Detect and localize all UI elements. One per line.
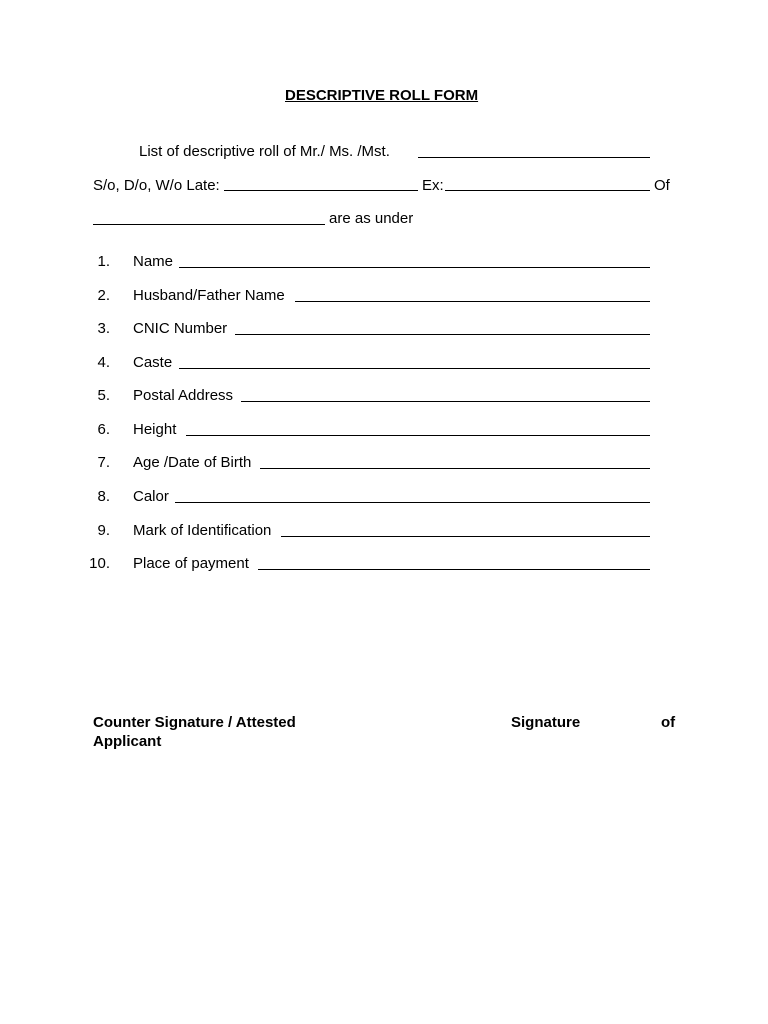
field-number: 3. — [97, 320, 110, 337]
ex-label: Ex: — [422, 177, 444, 194]
counter-signature-label: Counter Signature / Attested — [93, 714, 296, 731]
field-label: Caste — [133, 354, 173, 371]
field-blank[interactable] — [258, 569, 650, 570]
field-number: 2. — [97, 287, 110, 304]
signature-of-label: of — [661, 714, 676, 731]
intro-line: List of descriptive roll of Mr./ Ms. /Mst. — [139, 143, 390, 160]
field-label: Husband/Father Name — [133, 287, 285, 304]
field-label: Calor — [133, 488, 169, 505]
field-label: Place of payment — [133, 555, 249, 572]
field-blank[interactable] — [179, 267, 650, 268]
field-blank[interactable] — [175, 502, 650, 503]
field-number: 9. — [97, 522, 110, 539]
field-blank[interactable] — [260, 468, 650, 469]
field-number: 6. — [97, 421, 110, 438]
field-label: Mark of Identification — [133, 522, 272, 539]
field-number: 5. — [97, 387, 110, 404]
signature-label: Signature — [511, 714, 581, 731]
field-blank[interactable] — [241, 401, 650, 402]
field-blank[interactable] — [186, 435, 650, 436]
field-label: Age /Date of Birth — [133, 454, 252, 471]
ex-blank[interactable] — [445, 190, 650, 191]
field-blank[interactable] — [281, 536, 650, 537]
field-number: 1. — [97, 253, 110, 270]
field-number: 4. — [97, 354, 110, 371]
field-label: Name — [133, 253, 174, 270]
field-label: Height — [133, 421, 177, 438]
relation-label: S/o, D/o, W/o Late: — [93, 177, 220, 194]
form-title: DESCRIPTIVE ROLL FORM — [285, 87, 479, 104]
applicant-label: Applicant — [93, 733, 162, 750]
field-blank[interactable] — [179, 368, 650, 369]
of-label: Of — [654, 177, 670, 194]
of-blank[interactable] — [93, 224, 325, 225]
field-blank[interactable] — [295, 301, 650, 302]
field-blank[interactable] — [235, 334, 650, 335]
relation-blank[interactable] — [224, 190, 418, 191]
field-number: 10. — [89, 555, 110, 572]
field-number: 8. — [97, 488, 110, 505]
under-label: are as under — [329, 210, 414, 227]
field-label: CNIC Number — [133, 320, 228, 337]
field-label: Postal Address — [133, 387, 234, 404]
name-blank[interactable] — [418, 157, 650, 158]
field-number: 7. — [97, 454, 110, 471]
